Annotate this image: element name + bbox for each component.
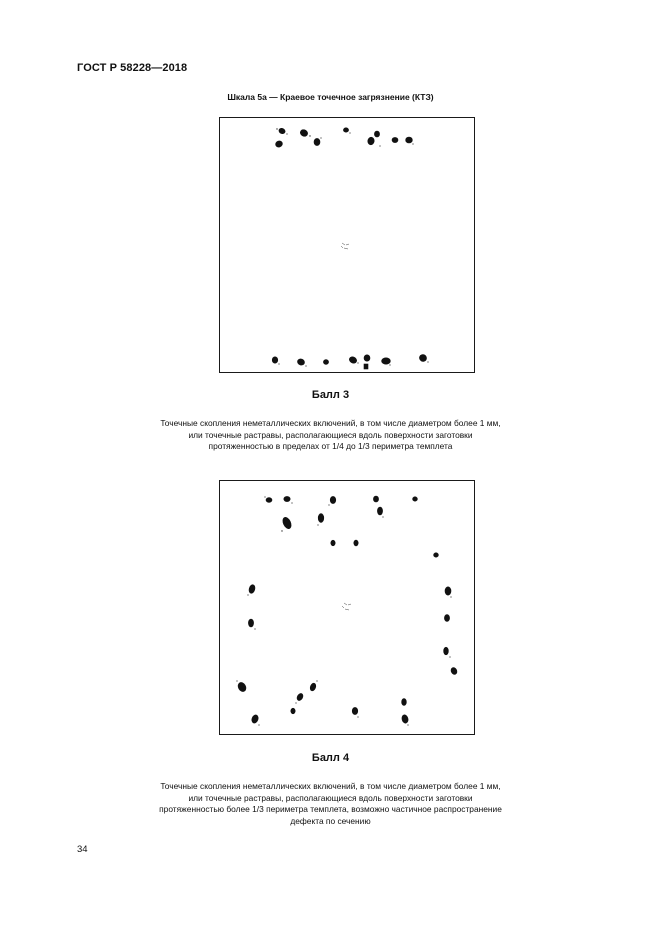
description-line: Точечные скопления неметаллических включений, в том числе диаметром более 1 мм, [160,781,501,791]
grade-4-label: Балл 4 [311,752,350,764]
description-line: или точечные растравы, располагающиеся вдоль поверхности заготовки [188,429,473,440]
grade-4-description [110,781,551,827]
macro-template-grade-3-illustration [220,118,476,374]
description-line: протяженностью более 1/3 периметра темплета, возможно частичное распространение [159,804,502,815]
description-line: дефекта по сечению [290,815,371,826]
page-number: 34 [77,844,88,855]
scale-title: Шкала 5а — Краевое точечное загрязнение (КТЗ) [227,92,434,102]
document-standard-id: ГОСТ Р 58228—2018 [77,62,188,74]
description-line: или точечные растравы, располагающиеся вдоль поверхности заготовки [188,792,473,803]
description-line: протяженностью в пределах от 1/4 до 1/3 периметра темплета [208,441,453,452]
grade-3-description [110,418,551,453]
macro-template-grade-4 [219,480,475,735]
macro-template-grade-3 [219,117,475,373]
grade-3-label: Балл 3 [311,389,350,401]
description-line: Точечные скопления неметаллических включений, в том числе диаметром более 1 мм, [160,418,501,428]
macro-template-grade-4-illustration [220,481,476,736]
